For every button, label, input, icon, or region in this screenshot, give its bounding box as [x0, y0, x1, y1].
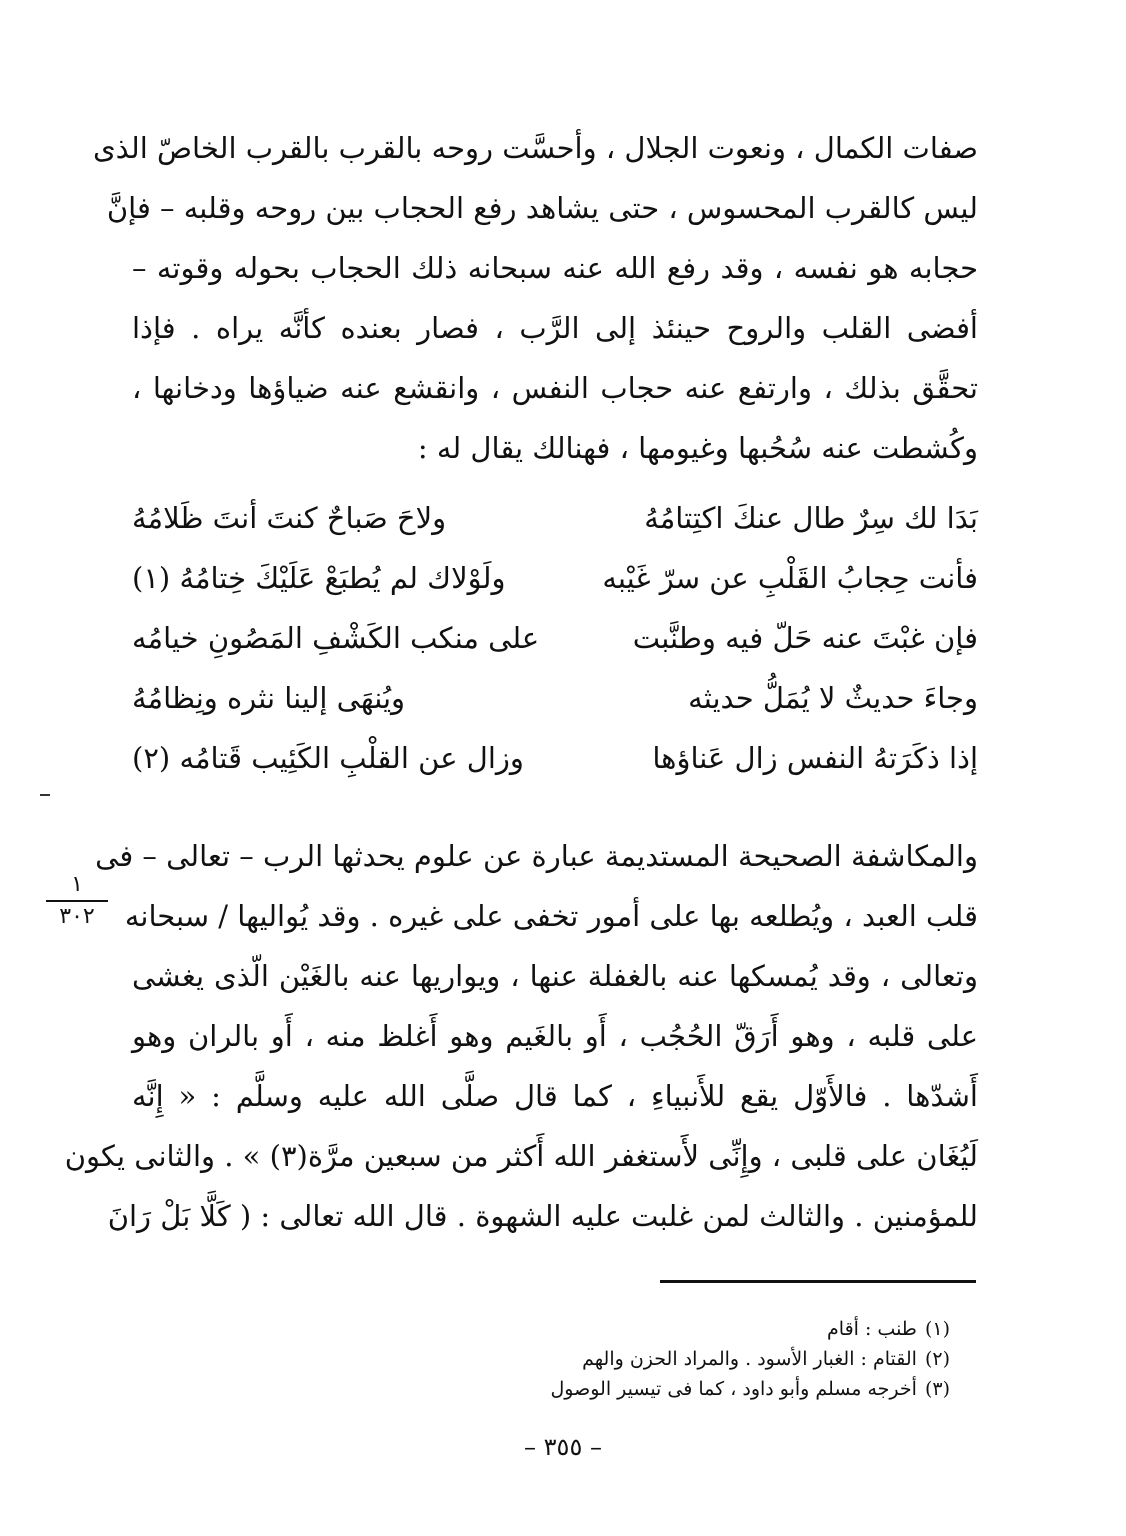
- verse-second-hemistich: ويُنهَى إلينا نثره ونِظامُهُ: [132, 681, 406, 715]
- prose-line: قلب العبد ، ويُطلعه بها على أمور تخفى على غيره . وقد يُواليها / سبحانه: [124, 899, 978, 933]
- prose-block-top: [92, 118, 978, 478]
- prose-line: على قلبه ، وهو أَرَقّ الحُجُب ، أَو بالغَيم وهو أَغلظ منه ، أَو بالران وهو: [132, 1019, 978, 1053]
- footnote-item: [450, 1344, 950, 1374]
- poem-verse: [132, 548, 978, 608]
- prose-line: صفات الكمال ، ونعوت الجلال ، وأحسَّت روحه بالقرب بالقرب الخاصّ الذى: [92, 131, 978, 165]
- verse-first-hemistich: بَدَا لك سِرٌ طال عنكَ اكتِتامُهُ: [644, 501, 978, 535]
- folio-bottom-number: ٣٠٢: [59, 904, 95, 929]
- prose-line: والمكاشفة الصحيحة المستديمة عبارة عن علوم يحدثها الرب – تعالى – فى: [95, 839, 978, 873]
- footnote-marker: (٣): [924, 1378, 950, 1400]
- verse-second-hemistich: ولَوْلاك لم يُطبَعْ عَلَيْكَ خِتامُهُ (١): [132, 561, 506, 595]
- folio-fraction-rule: [46, 900, 108, 902]
- verse-first-hemistich: وجاءَ حديثٌ لا يُمَلُّ حديثه: [688, 681, 978, 715]
- footnote-text: أخرجه مسلم وأبو داود ، كما فى تيسير الوصول: [550, 1378, 917, 1400]
- prose-line-last: وكُشطت عنه سُحُبها وغيومها ، فهنالك يقال له :: [417, 431, 978, 465]
- poem-verse: [132, 668, 978, 728]
- footnote-item: [450, 1374, 950, 1404]
- prose-line: ليس كالقرب المحسوس ، حتى يشاهد رفع الحجاب بين روحه وقلبه – فإنَّ: [106, 191, 978, 225]
- footnote-text: القتام : الغبار الأسود . والمراد الحزن والهم: [582, 1348, 917, 1370]
- poem-verse: [132, 728, 978, 788]
- verse-second-hemistich: وزال عن القلْبِ الكَئِيب قَتامُه (٢): [132, 741, 524, 775]
- prose-line: أفضى القلب والروح حينئذ إلى الرَّب ، فصار بعنده كأنَّه يراه . فإذا: [132, 311, 978, 345]
- folio-top-number: ١: [71, 872, 83, 897]
- footnotes: [450, 1314, 950, 1404]
- verse-second-hemistich: على منكب الكَشْفِ المَصُونِ خيامُه: [132, 621, 540, 655]
- manuscript-folio-reference: [42, 872, 112, 930]
- prose-line: حجابه هو نفسه ، وقد رفع الله عنه سبحانه ذلك الحجاب بحوله وقوته –: [132, 251, 978, 285]
- poem: [132, 488, 978, 788]
- margin-tick: [40, 794, 50, 796]
- footnote-marker: (١): [924, 1318, 950, 1340]
- footnote-marker: (٢): [924, 1348, 950, 1370]
- prose-line: لَيُغَان على قلبى ، وإِنِّى لأَستغفر الله أَكثر من سبعين مرَّة(٣) » . والثانى يكون: [64, 1139, 978, 1173]
- page-number: – ٣٥٥ –: [524, 1433, 602, 1461]
- prose-line: تحقَّق بذلك ، وارتفع عنه حجاب النفس ، وانقشع عنه ضياؤها ودخانها ،: [132, 371, 978, 405]
- verse-second-hemistich: ولاحَ صَباحٌ كنتَ أنتَ ظَلامُهُ: [132, 501, 447, 535]
- poem-verse: [132, 608, 978, 668]
- footnote-item: [450, 1314, 950, 1344]
- prose-line: للمؤمنين . والثالث لمن غلبت عليه الشهوة . قال الله تعالى : ( كَلَّا بَلْ رَانَ: [107, 1199, 978, 1233]
- prose-line: وتعالى ، وقد يُمسكها عنه بالغفلة عنها ، ويواريها عنه بالغَيْن الّذى يغشى: [132, 959, 978, 993]
- verse-first-hemistich: فأنت حِجابُ القَلْبِ عن سرّ غَيْبه: [602, 561, 978, 595]
- prose-line: أَشدّها . فالأَوّل يقع للأَنبياءِ ، كما قال صلَّى الله عليه وسلَّم : « إِنَّه: [132, 1079, 978, 1113]
- footnote-separator: [660, 1280, 976, 1283]
- verse-first-hemistich: إذا ذكَرَتهُ النفس زال عَناؤها: [652, 741, 978, 775]
- footnote-text: طنب : أقام: [827, 1318, 917, 1340]
- verse-first-hemistich: فإن غبْتَ عنه حَلّ فيه وطنَّبت: [632, 621, 978, 655]
- poem-verse: [132, 488, 978, 548]
